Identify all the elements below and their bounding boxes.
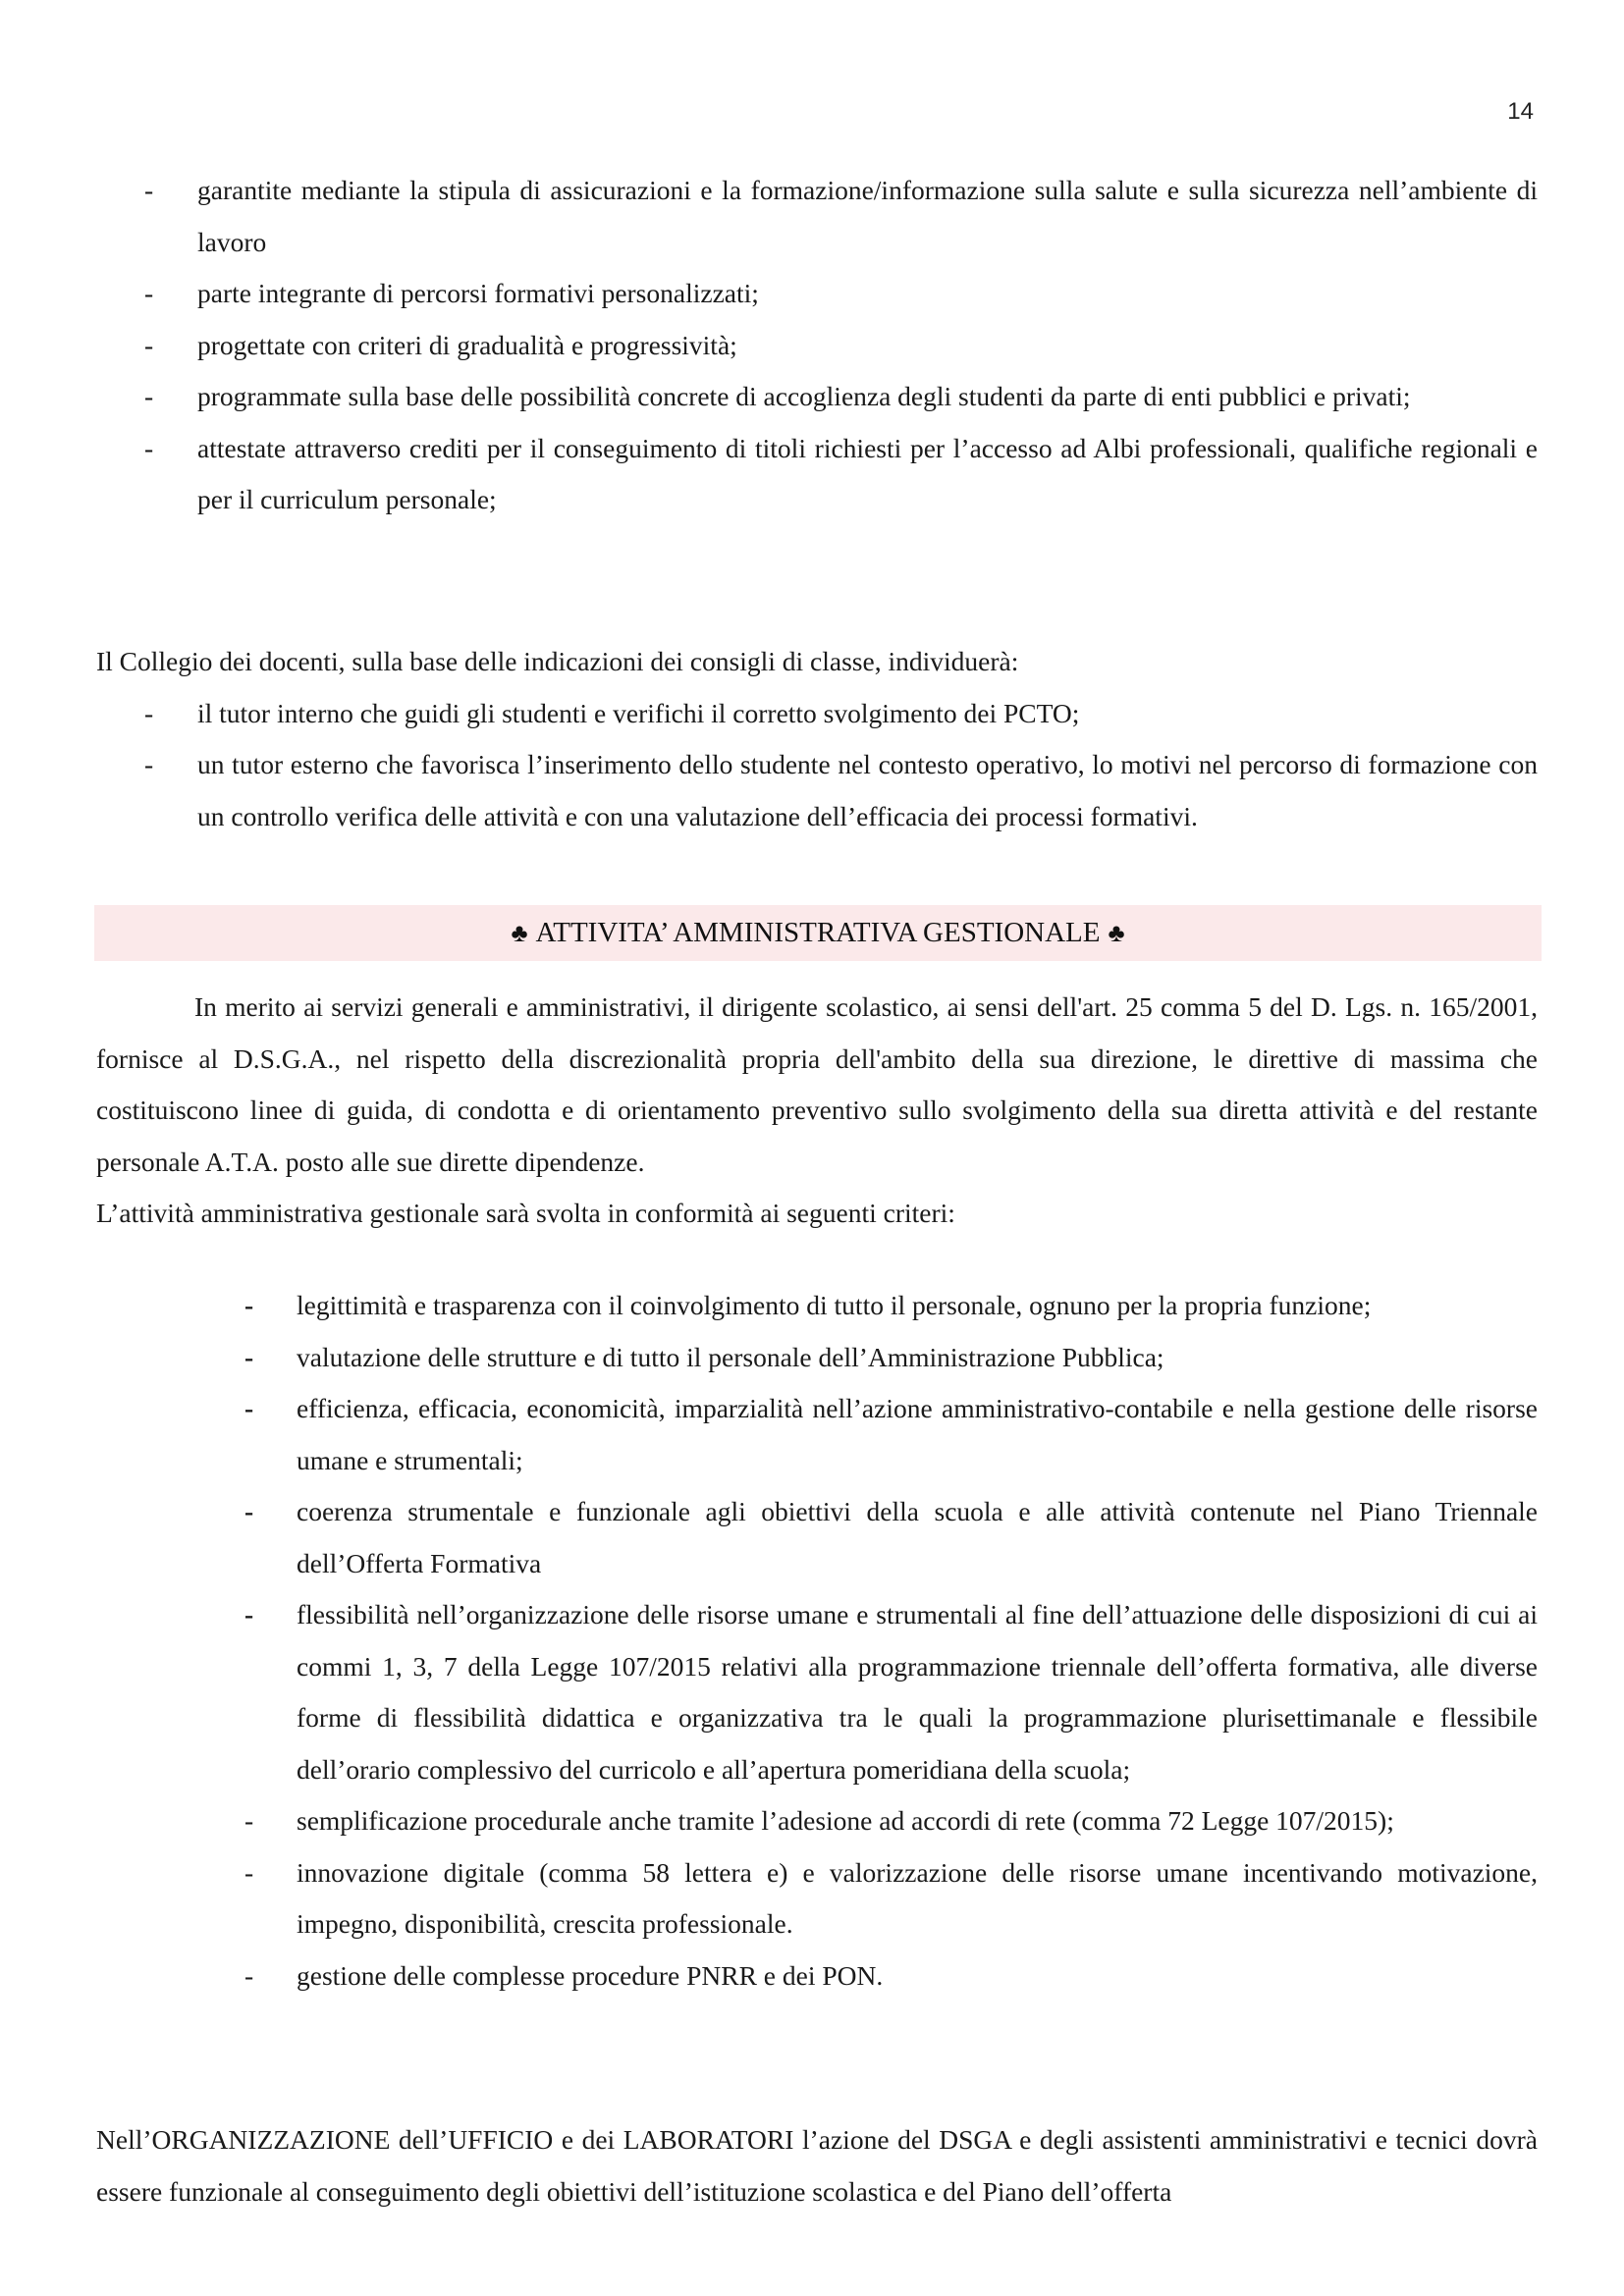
collegio-intro: Il Collegio dei docenti, sulla base delle indicazioni dei consigli di classe, individuerà:	[96, 646, 1019, 676]
list-item	[96, 320, 1538, 372]
closing-block	[96, 2114, 1538, 2217]
merito-block	[96, 982, 1538, 1240]
list-item	[96, 739, 1538, 842]
list-item	[96, 268, 1538, 320]
list-item-text: semplificazione procedurale anche tramite l’adesione ad accordi di rete (comma 72 Legge 107/2015);	[297, 1805, 1394, 1836]
dash-bullet: -	[244, 1290, 254, 1320]
dash-bullet: -	[244, 1856, 254, 1888]
list-item-text: innovazione digitale (comma 58 lettera e) e valorizzazione delle risorse umane incentivando motivazione, impegno, disponibilità, crescita professionale.	[297, 1856, 1538, 1939]
list-item-text: garantite mediante la stipula di assicurazioni e la formazione/informazione sulla salute e sulla sicurezza nell’ambiente di lavoro	[197, 175, 1538, 257]
criteri-intro: L’attività amministrativa gestionale sarà svolta in conformità ai seguenti criteri:	[96, 1198, 955, 1228]
list-item-text: progettate con criteri di gradualità e progressività;	[197, 329, 737, 360]
dash-bullet: -	[144, 329, 154, 360]
list-item	[96, 1589, 1538, 1795]
list-item-text: attestate attraverso crediti per il conseguimento di titoli richiesti per l’accesso ad Albi professionali, qualifiche regionali e per il curriculum personale;	[197, 432, 1538, 514]
dash-bullet: -	[144, 278, 154, 308]
dash-bullet: -	[144, 749, 154, 779]
closing-paragraph: Nell’ORGANIZZAZIONE dell’UFFICIO e dei LABORATORI l’azione del DSGA e degli assistenti amministrativi e tecnici dovrà essere funzionale al conseguimento degli obiettivi dell’istituzione scolastica e del Piano dell’offerta	[96, 2124, 1538, 2207]
list-item	[96, 371, 1538, 423]
list-item-text: un tutor esterno che favorisca l’inserimento dello studente nel contesto operativo, lo motivi nel percorso di formazione con un controllo verifica delle attività e con una valutazione dell’efficacia dei processi formativi.	[197, 749, 1538, 831]
merito-paragraph: In merito ai servizi generali e amministrativi, il dirigente scolastico, ai sensi dell'art. 25 comma 5 del D. Lgs. n. 165/2001, fornisce al D.S.G.A., nel rispetto della discrezionalità propria dell'ambito della sua direzione, le direttive di massima che costituiscono linee di guida, di condotta e di orientamento preventivo sullo svolgimento della sua diretta attività e del restante personale A.T.A. posto alle sue dirette dipendenze.	[96, 991, 1538, 1177]
dash-bullet: -	[144, 432, 154, 463]
list-item-text: parte integrante di percorsi formativi personalizzati;	[197, 278, 759, 308]
list-item	[96, 1795, 1538, 1847]
list-item-text: efficienza, efficacia, economicità, imparzialità nell’azione amministrativo-contabile e nella gestione delle risorse umane e strumentali;	[297, 1393, 1538, 1475]
list-item	[96, 688, 1538, 740]
section-heading	[94, 905, 1542, 961]
tutor-list	[96, 688, 1538, 843]
dash-bullet: -	[144, 381, 154, 411]
list-item-text: gestione delle complesse procedure PNRR e dei PON.	[297, 1959, 884, 1991]
club-icon: ♣	[1108, 919, 1125, 947]
list-item	[96, 1280, 1538, 1332]
list-item-text: flessibilità nell’organizzazione delle risorse umane e strumentali al fine dell’attuazione delle disposizioni di cui ai commi 1, 3, 7 della Legge 107/2015 relativi alla programmazione triennale dell’offerta formativa, alle diverse forme di flessibilità didattica e organizzativa tra le quali la programmazione plurisettimanale e flessibile dell’orario complessivo del curricolo e all’apertura pomeridiana della scuola;	[297, 1599, 1538, 1785]
dash-bullet: -	[144, 697, 154, 728]
criteri-list	[96, 1280, 1538, 2002]
dash-bullet: -	[244, 1496, 254, 1526]
section-title: ATTIVITA’ AMMINISTRATIVA GESTIONALE	[535, 917, 1101, 948]
dash-bullet: -	[144, 175, 154, 205]
list-item	[96, 1486, 1538, 1589]
collegio-block	[96, 636, 1538, 842]
dash-bullet: -	[244, 1599, 254, 1629]
list-item	[96, 1332, 1538, 1384]
pcto-characteristics-list	[96, 165, 1538, 526]
list-item	[96, 165, 1538, 268]
criteri-block	[96, 1280, 1538, 2002]
list-item-text: legittimità e trasparenza con il coinvolgimento di tutto il personale, ognuno per la propria funzione;	[297, 1290, 1372, 1320]
list-item	[96, 1383, 1538, 1486]
dash-bullet: -	[244, 1341, 254, 1372]
list-item-text: valutazione delle strutture e di tutto il personale dell’Amministrazione Pubblica;	[297, 1341, 1164, 1372]
list-item-text: il tutor interno che guidi gli studenti e verifichi il corretto svolgimento dei PCTO;	[197, 697, 1080, 728]
dash-bullet: -	[244, 1805, 254, 1836]
club-icon: ♣	[511, 919, 528, 947]
page-number: 14	[1507, 98, 1534, 125]
top-list-block	[96, 165, 1538, 526]
list-item	[96, 423, 1538, 526]
list-item	[96, 1847, 1538, 1950]
list-item-text: coerenza strumentale e funzionale agli obiettivi della scuola e alle attività contenute nel Piano Triennale dell’Offerta Formativa	[297, 1496, 1538, 1578]
list-item	[96, 1950, 1538, 2002]
list-item-text: programmate sulla base delle possibilità concrete di accoglienza degli studenti da parte di enti pubblici e privati;	[197, 381, 1411, 411]
dash-bullet: -	[244, 1393, 254, 1423]
dash-bullet: -	[244, 1959, 254, 1991]
